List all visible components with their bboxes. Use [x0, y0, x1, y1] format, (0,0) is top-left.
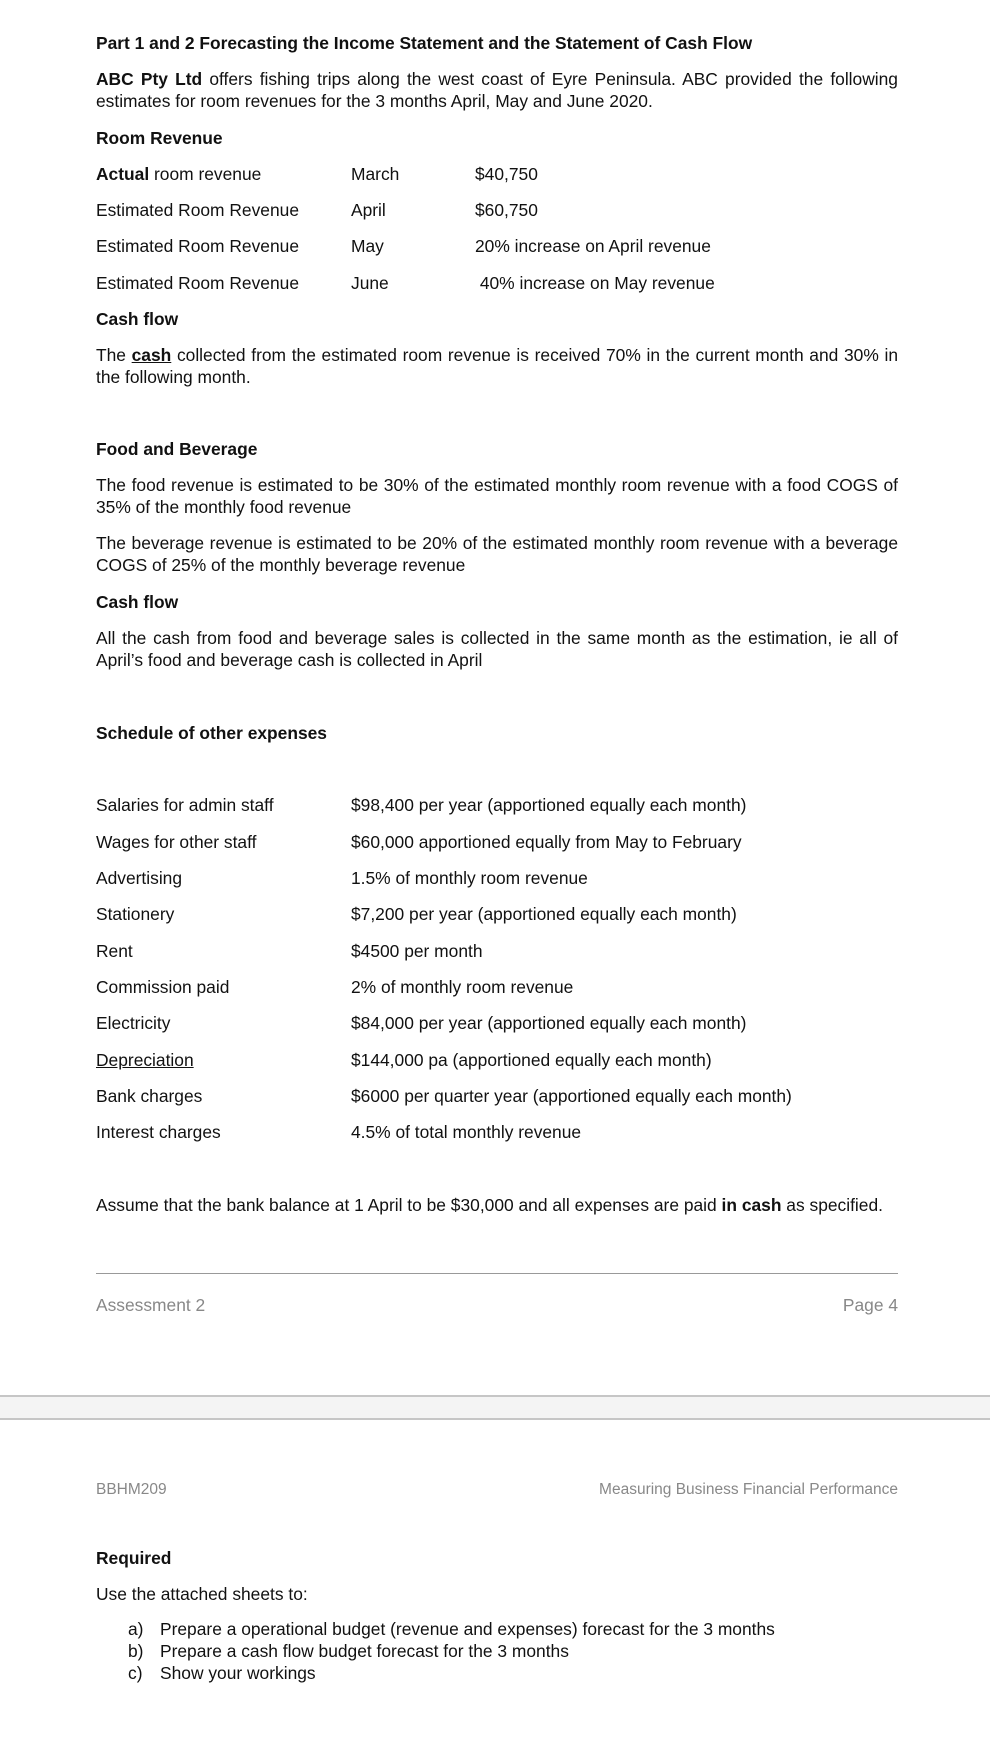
expense-item: Advertising [96, 868, 183, 888]
expense-item: Depreciation [96, 1050, 194, 1070]
instruction-text: Use the attached sheets to: [96, 1584, 308, 1604]
list-item: a) Prepare a operational budget (revenue and expenses) forecast for the 3 months [128, 1619, 775, 1639]
expense-item: Wages for other staff [96, 832, 257, 852]
cash-flow-heading-2: Cash flow [96, 592, 179, 612]
room-revenue-value: 40% increase on May revenue [475, 273, 715, 293]
room-revenue-value: $40,750 [475, 164, 538, 184]
expense-item: Salaries for admin staff [96, 795, 274, 815]
expense-item: Commission paid [96, 977, 230, 997]
room-revenue-label: Estimated Room Revenue [96, 236, 299, 256]
room-revenue-label: Estimated Room Revenue [96, 200, 299, 220]
document-page-5 [0, 1420, 990, 1745]
list-item: c) Show your workings [128, 1663, 316, 1683]
cash-flow-heading: Cash flow [96, 309, 179, 329]
page-title: Part 1 and 2 Forecasting the Income Statement and the Statement of Cash Flow [96, 33, 753, 53]
in-cash-emphasis: in cash [721, 1195, 782, 1215]
room-revenue-heading: Room Revenue [96, 128, 223, 148]
food-revenue-paragraph: The food revenue is estimated to be 30% of the estimated monthly room revenue with a food COGS of 35% of the monthly food revenue [96, 475, 898, 517]
bank-balance-assumption: Assume that the bank balance at 1 April to be $30,000 and all expenses are paid in cash as specified. [96, 1195, 883, 1215]
company-name: ABC Pty Ltd [96, 69, 203, 89]
expense-detail: 2% of monthly room revenue [351, 977, 574, 997]
expense-detail: $7,200 per year (apportioned equally each month) [351, 904, 737, 924]
expense-item: Bank charges [96, 1086, 203, 1106]
cash-flow-paragraph: The cash collected from the estimated room revenue is received 70% in the current month and 30% in the following month. [96, 345, 898, 387]
footer-assessment-label: Assessment 2 [96, 1295, 206, 1315]
expense-detail: $84,000 per year (apportioned equally each month) [351, 1013, 747, 1033]
expenses-heading: Schedule of other expenses [96, 723, 327, 743]
header-course-title: Measuring Business Financial Performance [599, 1481, 898, 1498]
room-revenue-label: Estimated Room Revenue [96, 273, 299, 293]
expense-item: Electricity [96, 1013, 171, 1033]
expense-detail: $4500 per month [351, 941, 483, 961]
expense-detail: $6000 per quarter year (apportioned equally each month) [351, 1086, 792, 1106]
food-beverage-cash-paragraph: All the cash from food and beverage sales is collected in the same month as the estimation, ie all of April’s food and beverage cash is collected in April [96, 628, 898, 670]
room-revenue-value: 20% increase on April revenue [475, 236, 711, 256]
expense-item: Stationery [96, 904, 175, 924]
footer-divider [96, 1273, 898, 1274]
room-revenue-month: March [351, 164, 400, 184]
expense-detail: $60,000 apportioned equally from May to February [351, 832, 742, 852]
page-separator [0, 1395, 990, 1420]
beverage-revenue-paragraph: The beverage revenue is estimated to be 20% of the estimated monthly room revenue with a beverage COGS of 25% of the monthly beverage revenue [96, 533, 898, 575]
header-course-code: BBHM209 [96, 1481, 167, 1498]
food-beverage-heading: Food and Beverage [96, 439, 258, 459]
expense-detail: $98,400 per year (apportioned equally each month) [351, 795, 747, 815]
footer-page-number: Page 4 [842, 1295, 898, 1315]
expense-detail: 4.5% of total monthly revenue [351, 1122, 582, 1142]
list-item: b) Prepare a cash flow budget forecast for the 3 months [128, 1641, 569, 1661]
required-heading: Required [96, 1548, 172, 1568]
room-revenue-label: Actual room revenue [96, 164, 262, 184]
requirements-list [128, 1618, 775, 1684]
intro-text: offers fishing trips along the west coast of Eyre Peninsula. ABC provided the following estimates for room revenues for the 3 months April, May and June 2020. [96, 69, 898, 111]
room-revenue-month: April [351, 200, 386, 220]
intro-paragraph [96, 68, 898, 112]
cash-emphasis: cash [131, 345, 172, 365]
expense-item: Rent [96, 941, 133, 961]
expense-item: Interest charges [96, 1122, 221, 1142]
expense-detail: 1.5% of monthly room revenue [351, 868, 588, 888]
room-revenue-month: May [351, 236, 384, 256]
expense-detail: $144,000 pa (apportioned equally each month) [351, 1050, 712, 1070]
room-revenue-month: June [351, 273, 389, 293]
room-revenue-value: $60,750 [475, 200, 538, 220]
